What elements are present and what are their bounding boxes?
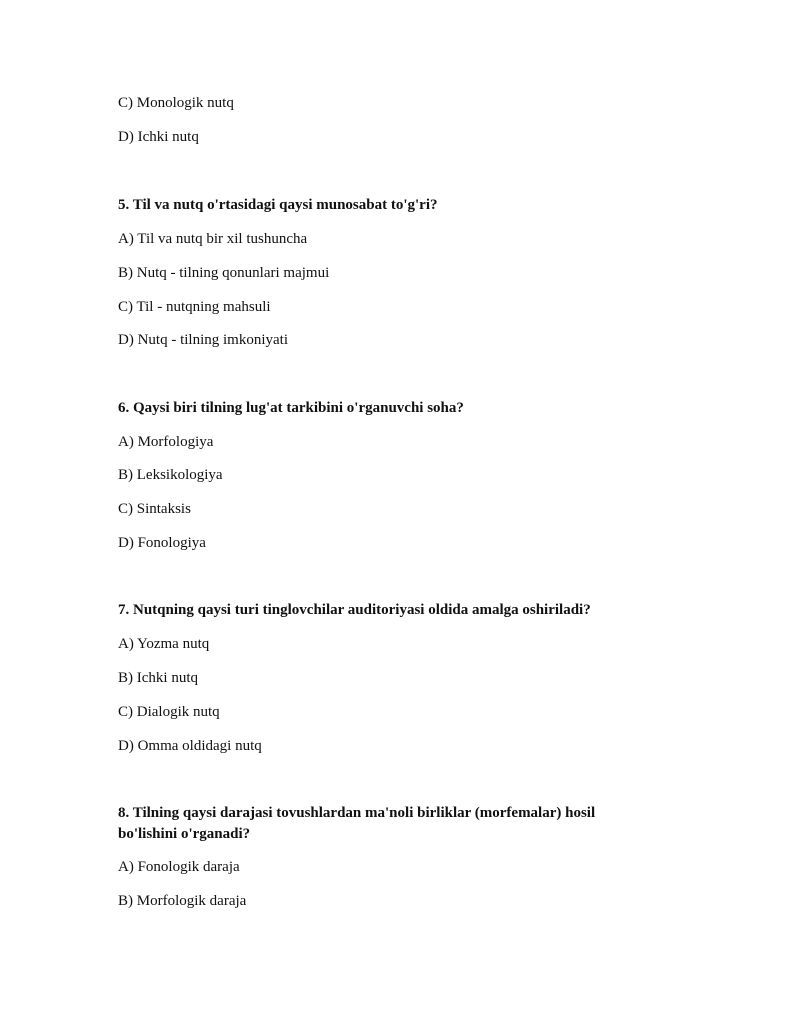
question-8-option-b: B) Morfologik daraja	[118, 893, 247, 909]
question-5-option-d: D) Nutq - tilning imkoniyati	[118, 332, 288, 348]
option-c: C) Monologik nutq	[118, 95, 234, 111]
question-7-option-c: C) Dialogik nutq	[118, 704, 220, 720]
question-6-option-d: D) Fonologiya	[118, 535, 206, 551]
option-d: D) Ichki nutq	[118, 129, 199, 145]
question-6-option-b: B) Leksikologiya	[118, 467, 223, 483]
question-6-option-a: A) Morfologiya	[118, 434, 214, 450]
question-7-option-d: D) Omma oldidagi nutq	[118, 738, 262, 754]
question-5-option-b: B) Nutq - tilning qonunlari majmui	[118, 265, 330, 281]
question-5-option-c: C) Til - nutqning mahsuli	[118, 299, 271, 315]
question-6: 6. Qaysi biri tilning lug'at tarkibini o'rganuvchi soha?	[118, 400, 464, 416]
question-5-option-a: A) Til va nutq bir xil tushuncha	[118, 231, 308, 247]
question-8-line-2: bo'lishini o'rganadi?	[118, 826, 251, 842]
question-7-option-a: A) Yozma nutq	[118, 636, 210, 652]
question-7-option-b: B) Ichki nutq	[118, 670, 198, 686]
question-8-line-1: 8. Tilning qaysi darajasi tovushlardan ma'noli birliklar (morfemalar) hosil	[118, 805, 596, 821]
question-6-option-c: C) Sintaksis	[118, 501, 191, 517]
question-5: 5. Til va nutq o'rtasidagi qaysi munosabat to'g'ri?	[118, 197, 438, 213]
question-8-option-a: A) Fonologik daraja	[118, 859, 240, 875]
question-7: 7. Nutqning qaysi turi tinglovchilar auditoriyasi oldida amalga oshiriladi?	[118, 602, 591, 618]
